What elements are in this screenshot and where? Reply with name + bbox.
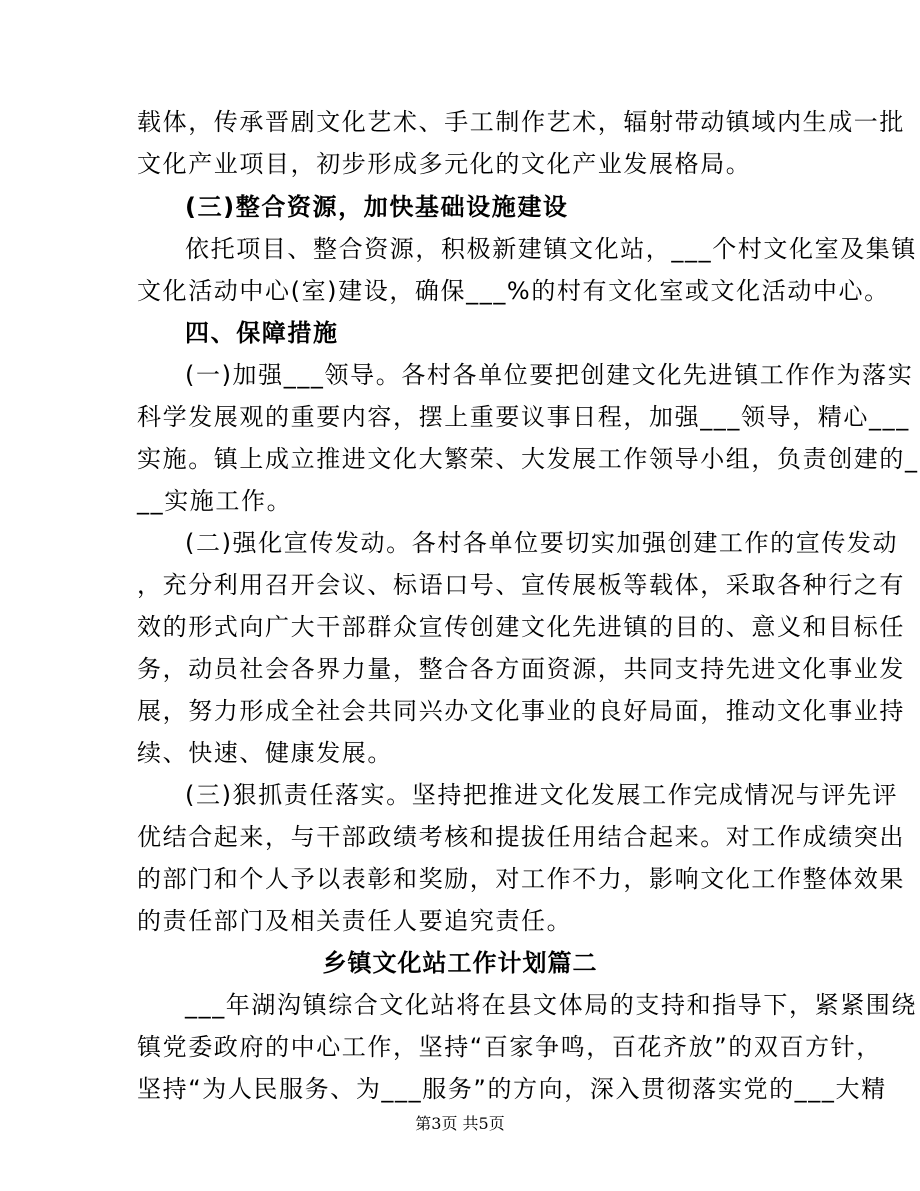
body-text-line: 坚持“为人民服务、为___服务”的方向，深入贯彻落实党的___大精 xyxy=(137,1075,887,1103)
chapter-title: 乡镇文化站工作计划篇二 xyxy=(322,949,598,977)
body-text-line: 科学发展观的重要内容，摆上重要议事日程，加强___领导，精心___ xyxy=(137,403,910,431)
paragraph-first-line: ___年湖沟镇综合文化站将在县文体局的支持和指导下，紧紧围绕 xyxy=(185,991,917,1019)
body-text-line: 务，动员社会各界力量，整合各方面资源，共同支持先进文化事业发 xyxy=(137,655,905,683)
body-text-line: 展，努力形成全社会共同兴办文化事业的良好局面，推动文化事业持 xyxy=(137,697,905,725)
body-text-line: 实施。镇上成立推进文化大繁荣、大发展工作领导小组，负责创建的_ xyxy=(137,445,919,473)
paragraph-first-line: 依托项目、整合资源，积极新建镇文化站，___个村文化室及集镇 xyxy=(185,235,917,263)
body-text-line: 优结合起来，与干部政绩考核和提拔任用结合起来。对工作成绩突出 xyxy=(137,823,905,851)
paragraph-first-line: (三)狠抓责任落实。坚持把推进文化发展工作完成情况与评先评 xyxy=(185,781,899,809)
body-text-line: ，充分利用召开会议、标语口号、宣传展板等载体，采取各种行之有 xyxy=(137,571,905,599)
body-text-line: 文化产业项目，初步形成多元化的文化产业发展格局。 xyxy=(137,150,752,178)
section-heading: (三)整合资源，加快基础设施建设 xyxy=(185,193,569,221)
body-text-line: 的责任部门及相关责任人要追究责任。 xyxy=(137,907,573,935)
body-text-line: 载体，传承晋剧文化艺术、手工制作艺术，辐射带动镇域内生成一批 xyxy=(137,108,905,136)
body-text-line: 的部门和个人予以表彰和奖励，对工作不力，影响文化工作整体效果 xyxy=(137,865,905,893)
paragraph-first-line: (二)强化宣传发动。各村各单位要切实加强创建工作的宣传发动 xyxy=(185,529,899,557)
body-text-line: 文化活动中心(室)建设，确保___%的村有文化室或文化活动中心。 xyxy=(137,277,890,305)
body-text-line: 效的形式向广大干部群众宣传创建文化先进镇的目的、意义和目标任 xyxy=(137,613,905,641)
section-heading: 四、保障措施 xyxy=(185,319,339,347)
body-text-line: 镇党委政府的中心工作，坚持“百家争鸣，百花齐放”的双百方针， xyxy=(137,1033,882,1061)
paragraph-first-line: (一)加强___领导。各村各单位要把创建文化先进镇工作作为落实 xyxy=(185,361,914,389)
body-text-line: 续、快速、健康发展。 xyxy=(137,739,393,767)
page-footer: 第3页 共5页 xyxy=(415,1114,505,1133)
body-text-line: __实施工作。 xyxy=(137,487,293,515)
